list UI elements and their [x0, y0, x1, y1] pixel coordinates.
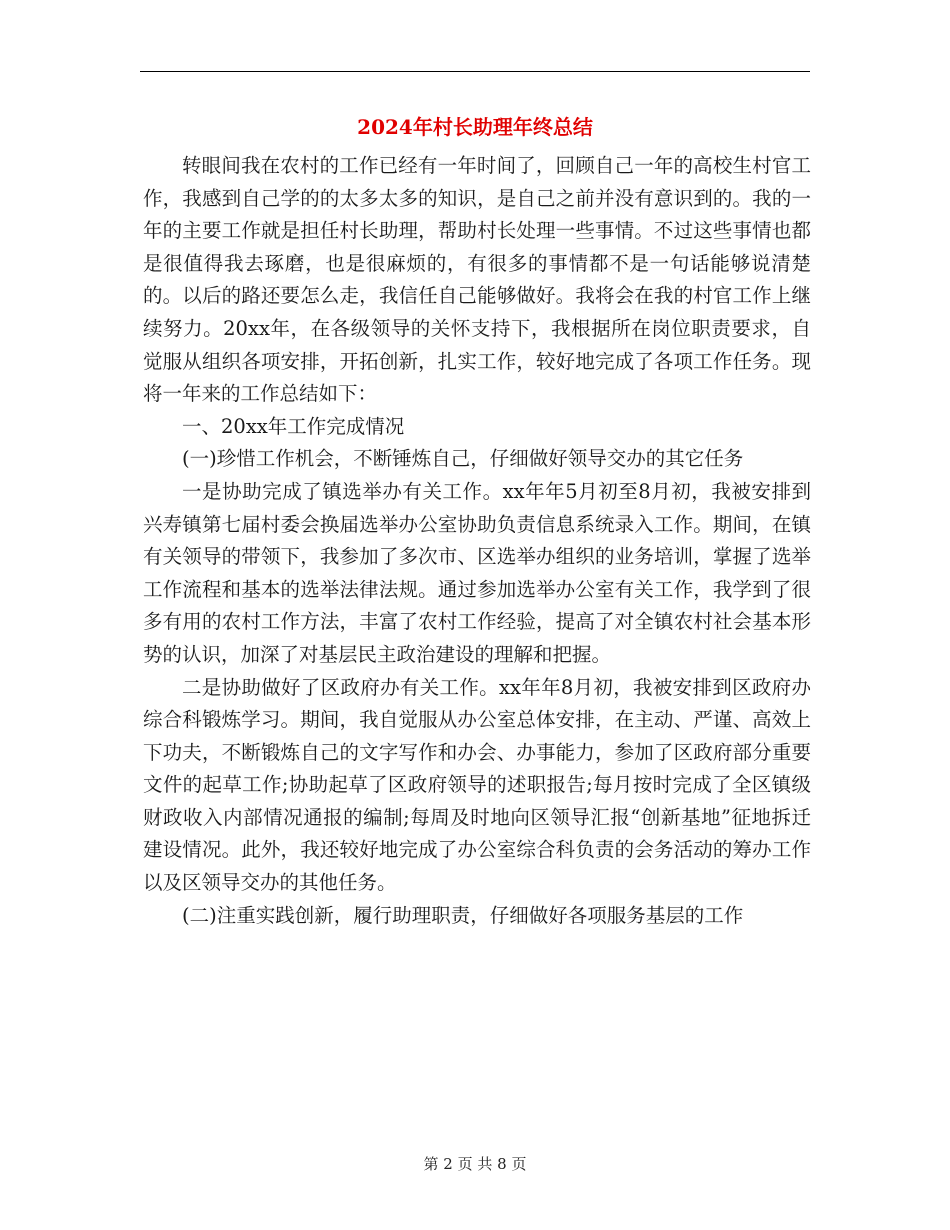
- paragraph-intro: 转眼间我在农村的工作已经有一年时间了，回顾自己一年的高校生村官工作，我感到自己学的的太多太多的知识，是自己之前并没有意识到的。我的一年的主要工作就是担任村长助理，帮助村长处理一些事情。不过这些事情也都是很值得我去琢磨，也是很麻烦的，有很多的事情都不是一句话能够说清楚的。以后的路还要怎么走，我信任自己能够做好。我将会在我的村官工作上继续努力。20xx年，在各级领导的关怀支持下，我根据所在岗位职责要求，自觉服从组织各项安排，开拓创新，扎实工作，较好地完成了各项工作任务。现将一年来的工作总结如下：: [143, 154, 811, 406]
- header-rule: [140, 71, 810, 72]
- subsection-heading-1: (一)珍惜工作机会，不断锤炼自己，仔细做好领导交办的其它任务: [182, 447, 744, 471]
- document-title: 2024年村长助理年终总结: [357, 115, 593, 139]
- paragraph-district-office-work: 二是协助做好了区政府办有关工作。xx年年8月初，我被安排到区政府办综合科锻炼学习。期间，我自觉服从办公室总体安排，在主动、严谨、高效上下功夫，不断锻炼自己的文字写作和办会、办事能力，参加了区政府部分重要文件的起草工作;协助起草了区政府领导的述职报告;每月按时完成了全区镇级财政收入内部情况通报的编制;每周及时地向区领导汇报“创新基地”征地拆迁建设情况。此外，我还较好地完成了办公室综合科负责的会务活动的筹办工作以及区领导交办的其他任务。: [143, 675, 811, 895]
- section-heading-1: 一、20xx年工作完成情况: [182, 414, 405, 438]
- subsection-heading-2: (二)注重实践创新，履行助理职责，仔细做好各项服务基层的工作: [182, 903, 744, 927]
- document-body: [143, 150, 811, 932]
- paragraph-election-work: 一是协助完成了镇选举办有关工作。xx年年5月初至8月初，我被安排到兴寿镇第七届村委会换届选举办公室协助负责信息系统录入工作。期间，在镇有关领导的带领下，我参加了多次市、区选举办组织的业务培训，掌握了选举工作流程和基本的选举法律法规。通过参加选举办公室有关工作，我学到了很多有用的农村工作方法，丰富了农村工作经验，提高了对全镇农村社会基本形势的认识，加深了对基层民主政治建设的理解和把握。: [143, 479, 811, 666]
- page-number: 第 2 页 共 8 页: [423, 1155, 527, 1173]
